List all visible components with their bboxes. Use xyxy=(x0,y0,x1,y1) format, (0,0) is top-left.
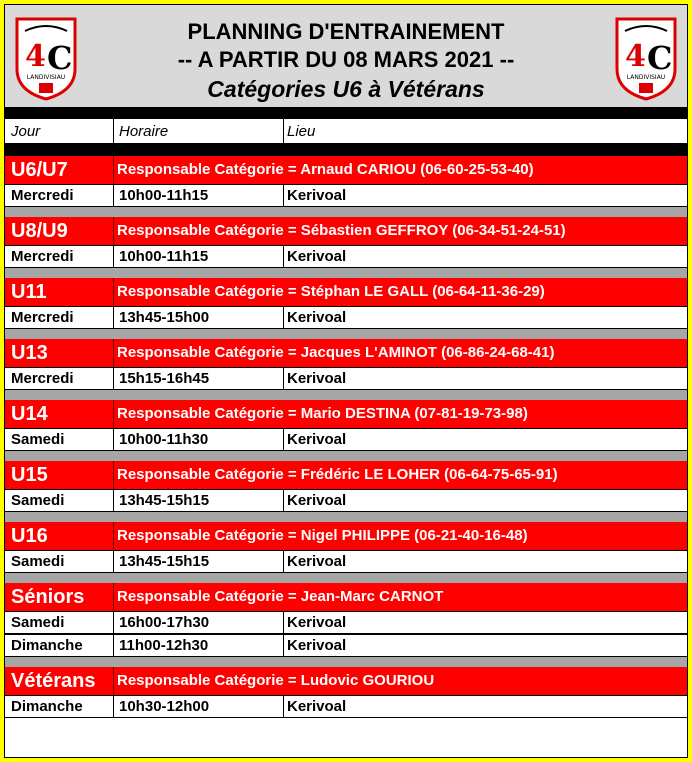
category-separator xyxy=(5,390,687,400)
session-lieu: Kerivoal xyxy=(287,698,347,715)
divider-bar xyxy=(5,144,687,156)
session-row xyxy=(5,306,687,329)
category-name: Séniors xyxy=(11,586,85,608)
category-header xyxy=(5,667,687,695)
category-header xyxy=(5,400,687,428)
category-separator xyxy=(5,573,687,583)
schedule-sheet xyxy=(4,4,688,758)
session-horaire: 10h00-11h15 xyxy=(119,248,209,265)
session-jour: Mercredi xyxy=(11,248,74,265)
session-row xyxy=(5,695,687,718)
category-responsable: Responsable Catégorie = Sébastien GEFFROY (06-34-51-24-51) xyxy=(117,222,566,239)
category-responsable: Responsable Catégorie = Frédéric LE LOHER (06-64-75-65-91) xyxy=(117,466,558,483)
session-lieu: Kerivoal xyxy=(287,248,347,265)
session-horaire: 10h30-12h00 xyxy=(119,698,210,715)
category-responsable: Responsable Catégorie = Nigel PHILIPPE (06-21-40-16-48) xyxy=(117,527,528,544)
column-horaire: Horaire xyxy=(119,123,169,140)
session-lieu: Kerivoal xyxy=(287,370,347,387)
category-separator xyxy=(5,512,687,522)
session-jour: Mercredi xyxy=(11,187,74,204)
category-name: U16 xyxy=(11,525,48,547)
session-lieu: Kerivoal xyxy=(287,492,347,509)
category-responsable: Responsable Catégorie = Ludovic GOURIOU xyxy=(117,672,435,689)
session-row xyxy=(5,634,687,657)
session-jour: Mercredi xyxy=(11,370,74,387)
session-horaire: 13h45-15h15 xyxy=(119,492,210,509)
session-row xyxy=(5,550,687,573)
session-row xyxy=(5,184,687,207)
session-jour: Samedi xyxy=(11,431,65,448)
divider-bar xyxy=(5,107,687,119)
session-jour: Dimanche xyxy=(11,637,83,654)
session-jour: Mercredi xyxy=(11,309,74,326)
session-lieu: Kerivoal xyxy=(287,187,347,204)
category-responsable: Responsable Catégorie = Stéphan LE GALL (06-64-11-36-29) xyxy=(117,283,545,300)
session-jour: Samedi xyxy=(11,492,65,509)
svg-text:LANDIVISIAU: LANDIVISIAU xyxy=(626,74,666,81)
svg-text:4: 4 xyxy=(625,39,646,74)
column-jour: Jour xyxy=(11,123,41,140)
category-header xyxy=(5,522,687,550)
session-row xyxy=(5,611,687,634)
session-horaire: 13h45-15h15 xyxy=(119,553,210,570)
session-lieu: Kerivoal xyxy=(287,637,347,654)
session-row xyxy=(5,245,687,268)
category-responsable: Responsable Catégorie = Mario DESTINA (07-81-19-73-98) xyxy=(117,405,528,422)
svg-text:LANDIVISIAU: LANDIVISIAU xyxy=(26,74,66,81)
session-lieu: Kerivoal xyxy=(287,431,347,448)
session-jour: Samedi xyxy=(11,553,65,570)
session-horaire: 13h45-15h00 xyxy=(119,309,210,326)
category-header xyxy=(5,339,687,367)
title-line-3: Catégories U6 à Vétérans xyxy=(207,76,485,102)
category-header xyxy=(5,461,687,489)
category-header xyxy=(5,156,687,184)
category-name: U14 xyxy=(11,403,48,425)
category-responsable: Responsable Catégorie = Arnaud CARIOU (06-60-25-53-40) xyxy=(117,161,534,178)
session-lieu: Kerivoal xyxy=(287,309,347,326)
session-horaire: 10h00-11h30 xyxy=(119,431,209,448)
category-responsable: Responsable Catégorie = Jean-Marc CARNOT xyxy=(117,588,444,605)
title-line-1: PLANNING D'ENTRAINEMENT xyxy=(187,19,505,44)
category-responsable: Responsable Catégorie = Jacques L'AMINOT (06-86-24-68-41) xyxy=(117,344,555,361)
title-line-2: -- A PARTIR DU 08 MARS 2021 -- xyxy=(177,47,515,72)
club-logo-right xyxy=(611,11,681,101)
session-horaire: 10h00-11h15 xyxy=(119,187,209,204)
svg-text:C: C xyxy=(647,39,673,77)
session-lieu: Kerivoal xyxy=(287,614,347,631)
session-horaire: 11h00-12h30 xyxy=(119,637,209,654)
svg-text:C: C xyxy=(47,39,73,77)
session-row xyxy=(5,489,687,512)
category-separator xyxy=(5,207,687,217)
column-header-row xyxy=(5,119,687,144)
header xyxy=(5,5,687,107)
session-horaire: 16h00-17h30 xyxy=(119,614,210,631)
session-row xyxy=(5,428,687,451)
category-name: U13 xyxy=(11,342,48,364)
session-jour: Dimanche xyxy=(11,698,83,715)
category-name: U15 xyxy=(11,464,48,486)
svg-text:4: 4 xyxy=(25,39,46,74)
category-name: U11 xyxy=(11,281,47,303)
category-header xyxy=(5,278,687,306)
category-separator xyxy=(5,451,687,461)
column-lieu: Lieu xyxy=(287,123,316,140)
session-row xyxy=(5,367,687,390)
category-separator xyxy=(5,268,687,278)
session-jour: Samedi xyxy=(11,614,65,631)
category-separator xyxy=(5,329,687,339)
category-name: U8/U9 xyxy=(11,220,68,242)
category-name: Vétérans xyxy=(11,670,96,692)
category-separator xyxy=(5,657,687,667)
category-name: U6/U7 xyxy=(11,159,68,181)
category-header xyxy=(5,217,687,245)
category-header xyxy=(5,583,687,611)
session-horaire: 15h15-16h45 xyxy=(119,370,210,387)
session-lieu: Kerivoal xyxy=(287,553,347,570)
